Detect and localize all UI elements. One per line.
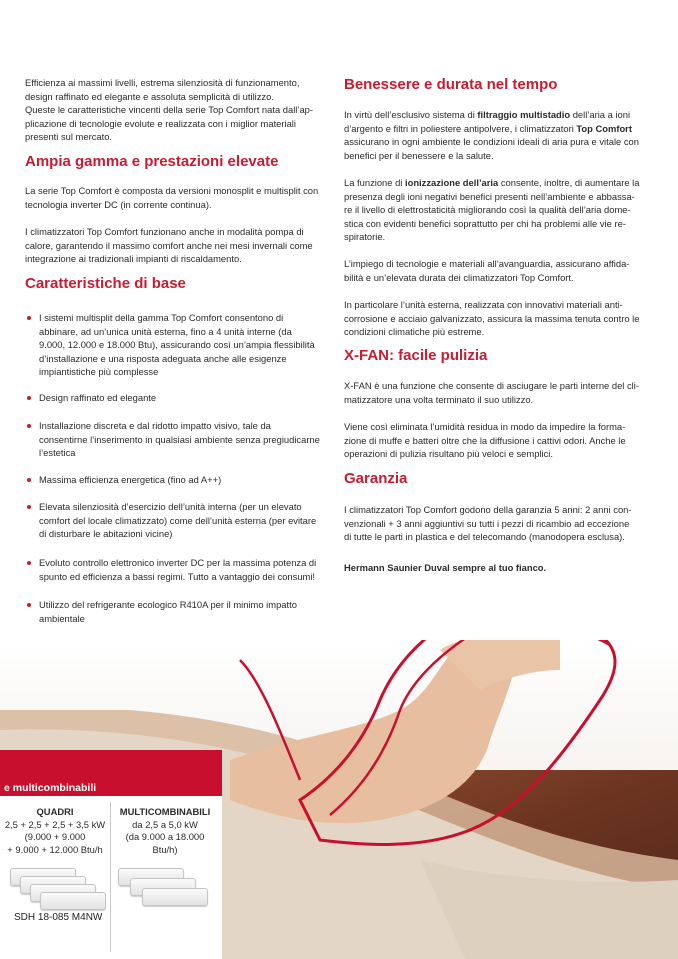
tagline: Hermann Saunier Duval sempre al tuo fianco. bbox=[344, 562, 547, 573]
text-line: tecnologia inverter DC (in corrente continua). bbox=[25, 198, 212, 210]
panel-title: e multicombinabili bbox=[4, 782, 97, 794]
list-item: Installazione discreta e dal ridotto impatto visivo, tale da consentirne l’inserimento in qualsiasi ambiente senza pregiudicarne l’estetica bbox=[25, 419, 320, 460]
text-line: Efficienza ai massimi livelli, estrema silenziosità di funzionamento, bbox=[25, 77, 300, 88]
paragraph bbox=[25, 184, 318, 211]
heading-garanzia: Garanzia bbox=[344, 470, 408, 487]
indoor-unit-image bbox=[40, 892, 106, 910]
paragraph: I climatizzatori Top Comfort godono della garanzia 5 anni: 2 anni con- venzionali + 3 anni aggiuntivi su tutti i pezzi di ricambio ad eccezione di tutte le parti in plastica e del telecomando (manodopera esclusa). bbox=[344, 504, 632, 543]
intro-paragraph bbox=[25, 76, 313, 144]
list-item: Utilizzo del refrigerante ecologico R410A per il minimo impatto ambientale bbox=[25, 598, 297, 625]
heading-xfan: X-FAN: facile pulizia bbox=[344, 347, 488, 364]
list-item: Elevata silenziosità d’esercizio dell’unità interna (per un elevato comfort del locale climatizzato) come dell’unità esterna (per evitare di disturbare le abitazioni vicine) bbox=[25, 500, 316, 541]
paragraph: La funzione di ionizzazione dell’aria consente, inoltre, di aumentare la presenza degli ioni negativi benefici presenti nell’ambiente e abbassa- re il livello di elettrostaticità migliorando così la qualità dell’aria dome- stica con evidenti benefici soprattutto per chi ha problemi alle vie re- spiratorie. bbox=[344, 177, 640, 243]
heading-ampia-gamma: Ampia gamma e prestazioni elevate bbox=[25, 153, 279, 170]
list-item: Massima efficienza energetica (fino ad A++) bbox=[25, 473, 221, 487]
text-line: design raffinato ed elegante e assoluta semplicità di utilizzo. bbox=[25, 90, 274, 102]
product-panel bbox=[0, 750, 222, 959]
text-line: calore, garantendo il massimo comfort anche nei mesi invernali come bbox=[25, 239, 313, 251]
text-line: plicazione di tecnologie evolute e realizzata con i miglior materiali bbox=[25, 117, 296, 129]
text-line: Queste le caratteristiche vincenti della serie Top Comfort nata dall’ap- bbox=[25, 104, 313, 116]
heading-benessere: Benessere e durata nel tempo bbox=[344, 76, 558, 93]
paragraph bbox=[25, 225, 313, 266]
text-line: integrazione ai tradizionali impianti di riscaldamento. bbox=[25, 253, 242, 265]
heading-caratteristiche: Caratteristiche di base bbox=[25, 275, 186, 292]
model-code: SDH 18-085 M4NW bbox=[14, 912, 103, 923]
text-line: presenti sul mercato. bbox=[25, 131, 113, 143]
col-quadri: QUADRI 2,5 + 2,5 + 2,5 + 3,5 kW (9.000 + 9.000 + 9.000 + 12.000 Btu/h bbox=[4, 806, 106, 855]
paragraph: X-FAN è una funzione che consente di asciugare le parti interne del cli- matizzatore una volta terminato il suo utilizzo. bbox=[344, 380, 639, 405]
text-line: La serie Top Comfort è composta da versioni monosplit e multisplit con bbox=[25, 185, 319, 196]
col-multicombinabili: MULTICOMBINABILI da 2,5 a 5,0 kW (da 9.000 a 18.000 Btu/h) bbox=[119, 806, 211, 855]
list-item: I sistemi multisplit della gamma Top Comfort consentono di abbinare, ad un’unica unità esterna, fino a 4 unità interne (da 9.000, 12.000 e 18.000 Btu), assicurando così un’ampia flessibilità d’installazione e una risposta adeguata anche alle esigenze impiantistiche più complesse bbox=[25, 311, 315, 379]
column-divider bbox=[110, 802, 111, 952]
paragraph: In virtù dell’esclusivo sistema di filtraggio multistadio dell’aria a ioni d’argento e filtri in poliestere antipolvere, i climatizzatori Top Comfort assicurano in ogni ambiente le condizioni ideali di aria pura e vitale con benefici per il benessere e la salute. bbox=[344, 109, 639, 161]
paragraph: L’impiego di tecnologie e materiali all’avanguardia, assicurano affida- bilità e un’elevata durata dei climatizzatori Top Comfort. bbox=[344, 258, 630, 283]
text-line: I climatizzatori Top Comfort funzionano anche in modalità pompa di bbox=[25, 226, 304, 237]
paragraph: In particolare l’unità esterna, realizzata con innovativi materiali anti- corrosione e acciaio galvanizzato, assicura la massima tenuta contro le condizioni climatiche più estreme. bbox=[344, 299, 640, 338]
indoor-unit-image bbox=[142, 888, 208, 906]
paragraph: Viene così eliminata l’umidità residua in modo da impedire la forma- zione di muffe e batteri oltre che la diffusione i cattivi odori. Anche le operazioni di pulizia risultano più veloci e semplici. bbox=[344, 421, 626, 460]
list-item: Design raffinato ed elegante bbox=[25, 391, 156, 405]
list-item: Evoluto controllo elettronico inverter DC per la massima potenza di spunto ed efficienza a bassi regimi. Tutto a vantaggio dei consumi! bbox=[25, 556, 316, 583]
